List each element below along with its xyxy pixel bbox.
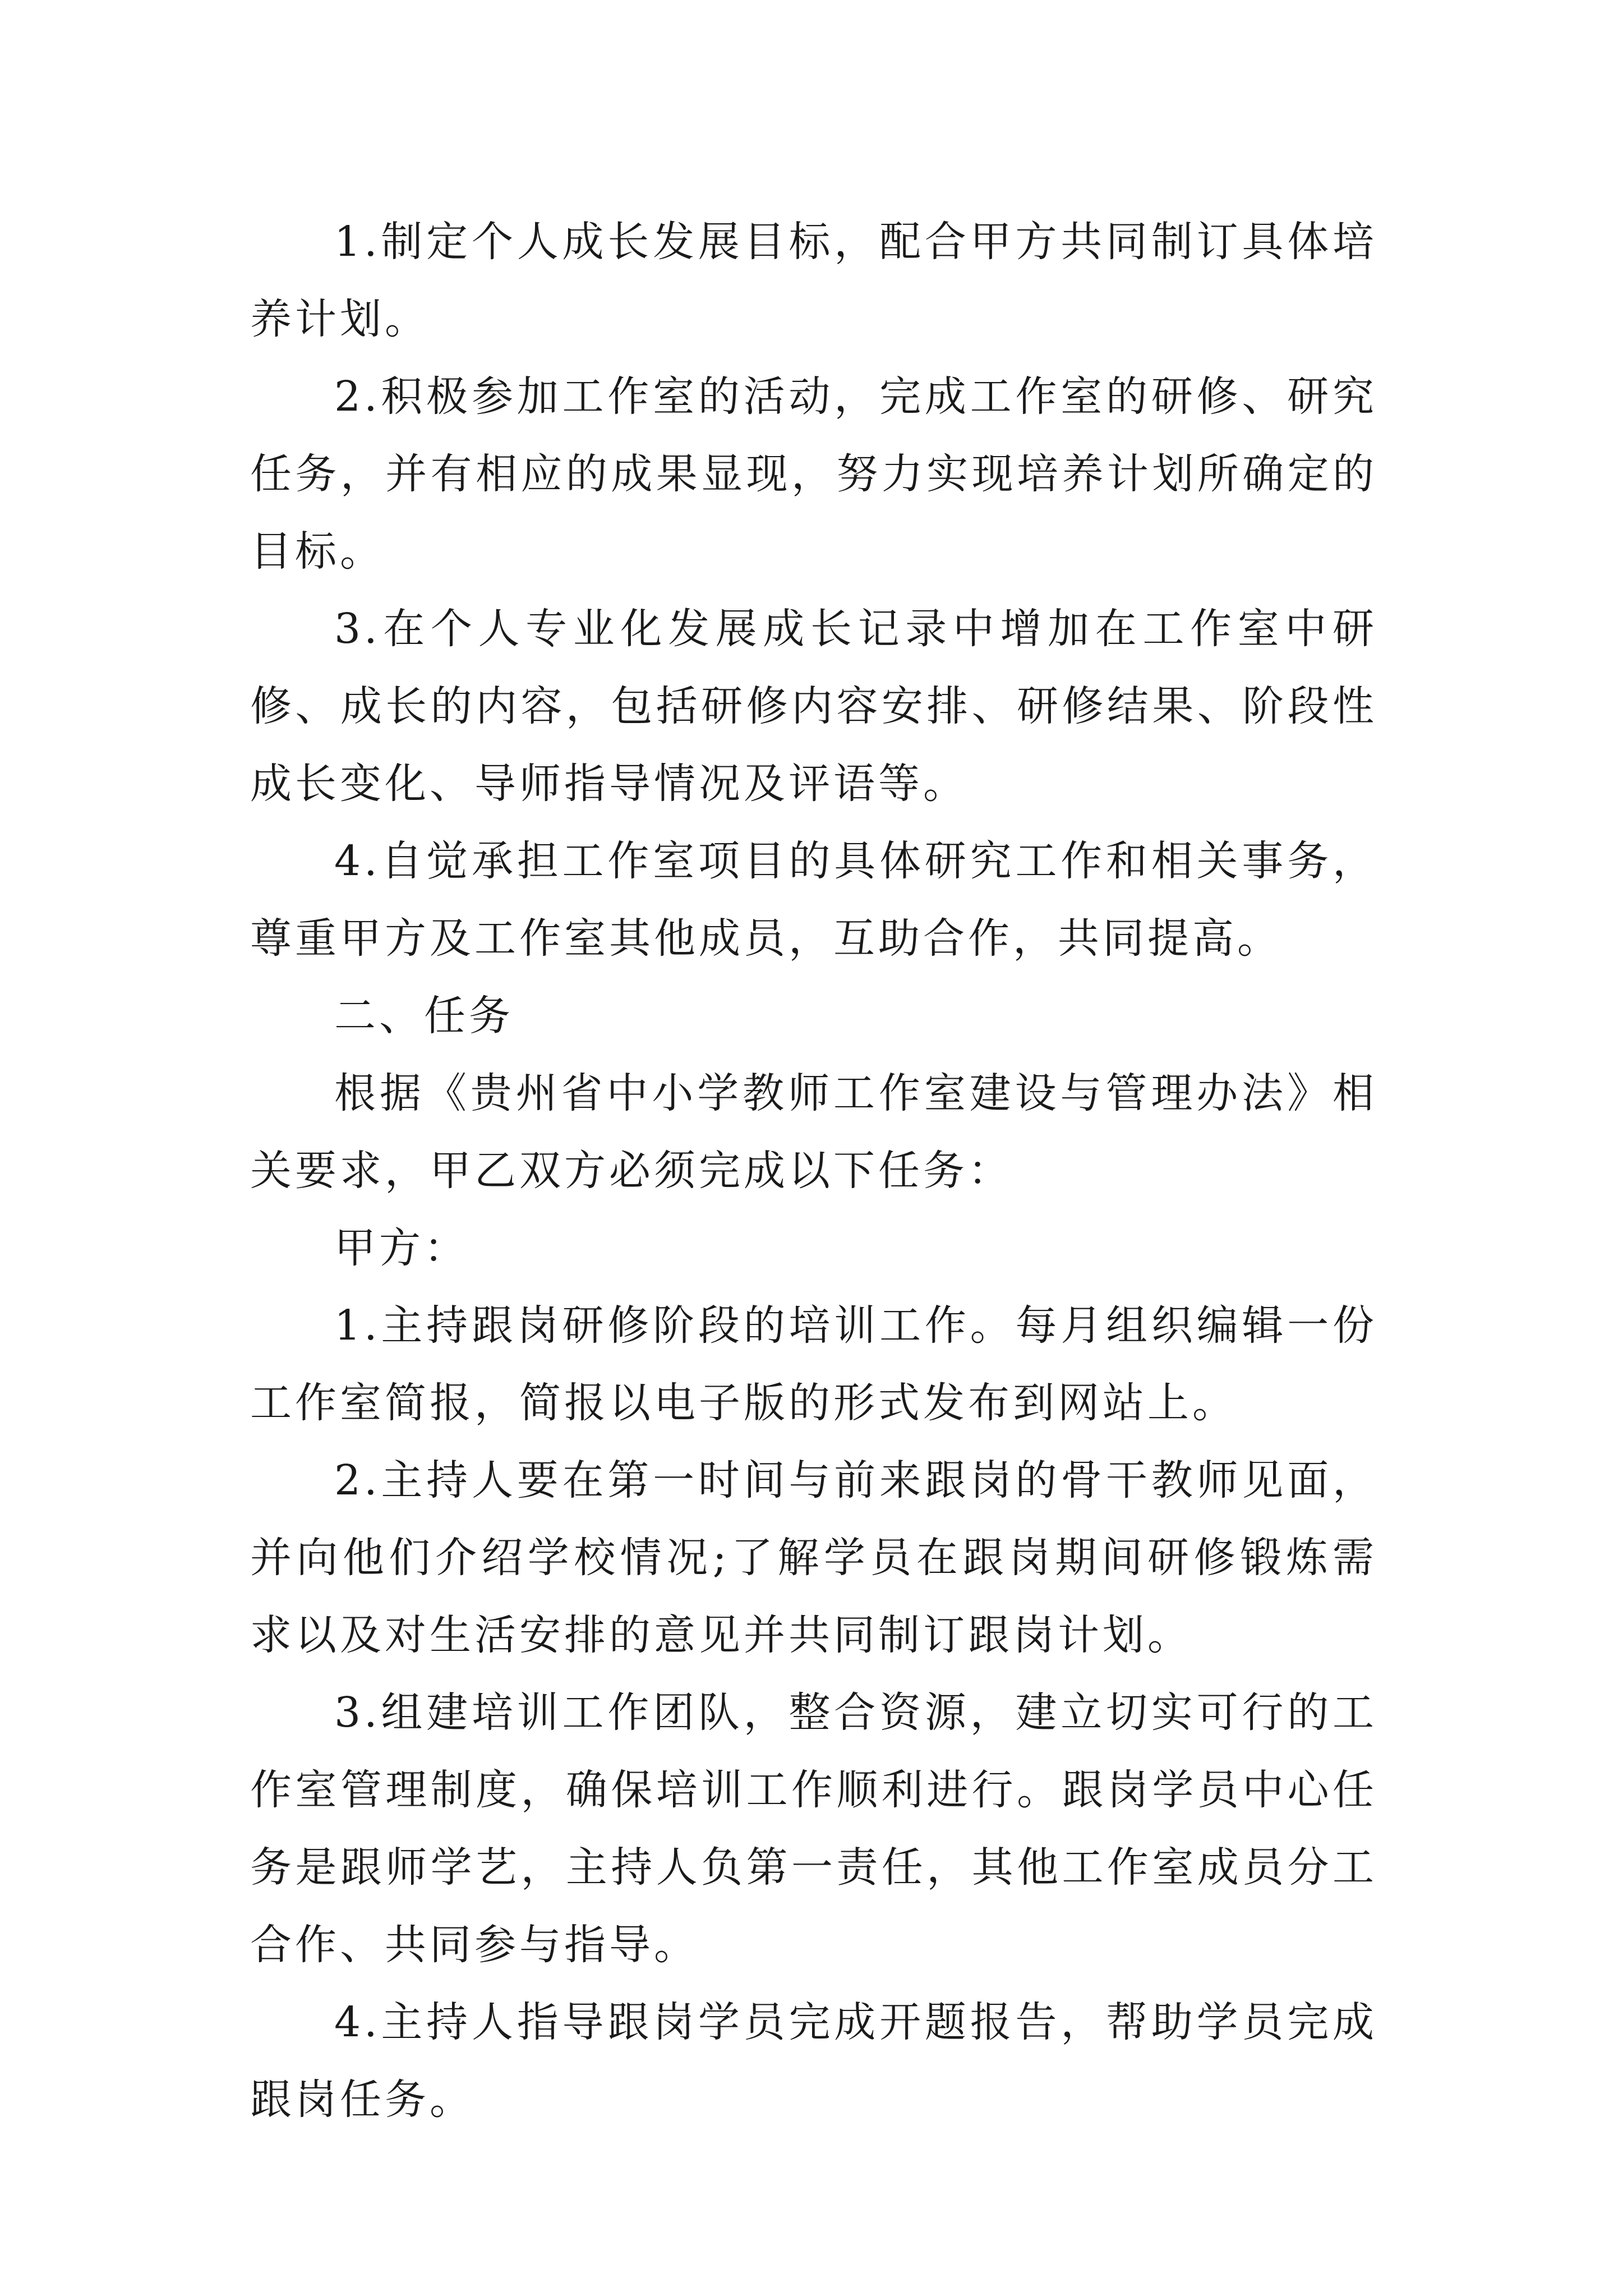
paragraph-research-work: 4.自觉承担工作室项目的具体研究工作和相关事务，尊重甲方及工作室其他成员，互助合作，共同提高。 [250,837,1377,963]
party-a-item-4: 4.主持人指导跟岗学员完成开题报告，帮助学员完成跟岗任务。 [250,1998,1377,2124]
party-a-label: 甲方： [334,1224,469,1272]
paragraph-studio-activities: 2.积极参加工作室的活动，完成工作室的研修、研究任务，并有相应的成果显现，努力实现培养计划所确定的目标。 [250,372,1377,576]
paragraph-tasks-intro: 根据《贵州省中小学教师工作室建设与管理办法》相关要求，甲乙双方必须完成以下任务： [250,1069,1377,1195]
party-a-item-3: 3.组建培训工作团队，整合资源，建立切实可行的工作室管理制度，确保培训工作顺利进行。跟岗学员中心任务是跟师学艺，主持人负第一责任，其他工作室成员分工合作、共同参与指导。 [250,1688,1377,1969]
party-a-item-1: 1.主持跟岗研修阶段的培训工作。每月组织编辑一份工作室简报，简报以电子版的形式发布到网站上。 [250,1301,1377,1427]
party-a-item-2: 2.主持人要在第一时间与前来跟岗的骨干教师见面，并向他们介绍学校情况;了解学员在跟岗期间研修锻炼需求以及对生活安排的意见并共同制订跟岗计划。 [250,1456,1377,1659]
paragraph-growth-record: 3.在个人专业化发展成长记录中增加在工作室中研修、成长的内容，包括研修内容安排、研修结果、阶段性成长变化、导师指导情况及评语等。 [250,605,1377,808]
document-body [250,203,1377,2138]
paragraph-personal-goal: 1.制定个人成长发展目标，配合甲方共同制订具体培养计划。 [250,218,1377,343]
section-heading-tasks: 二、任务 [334,992,514,1040]
